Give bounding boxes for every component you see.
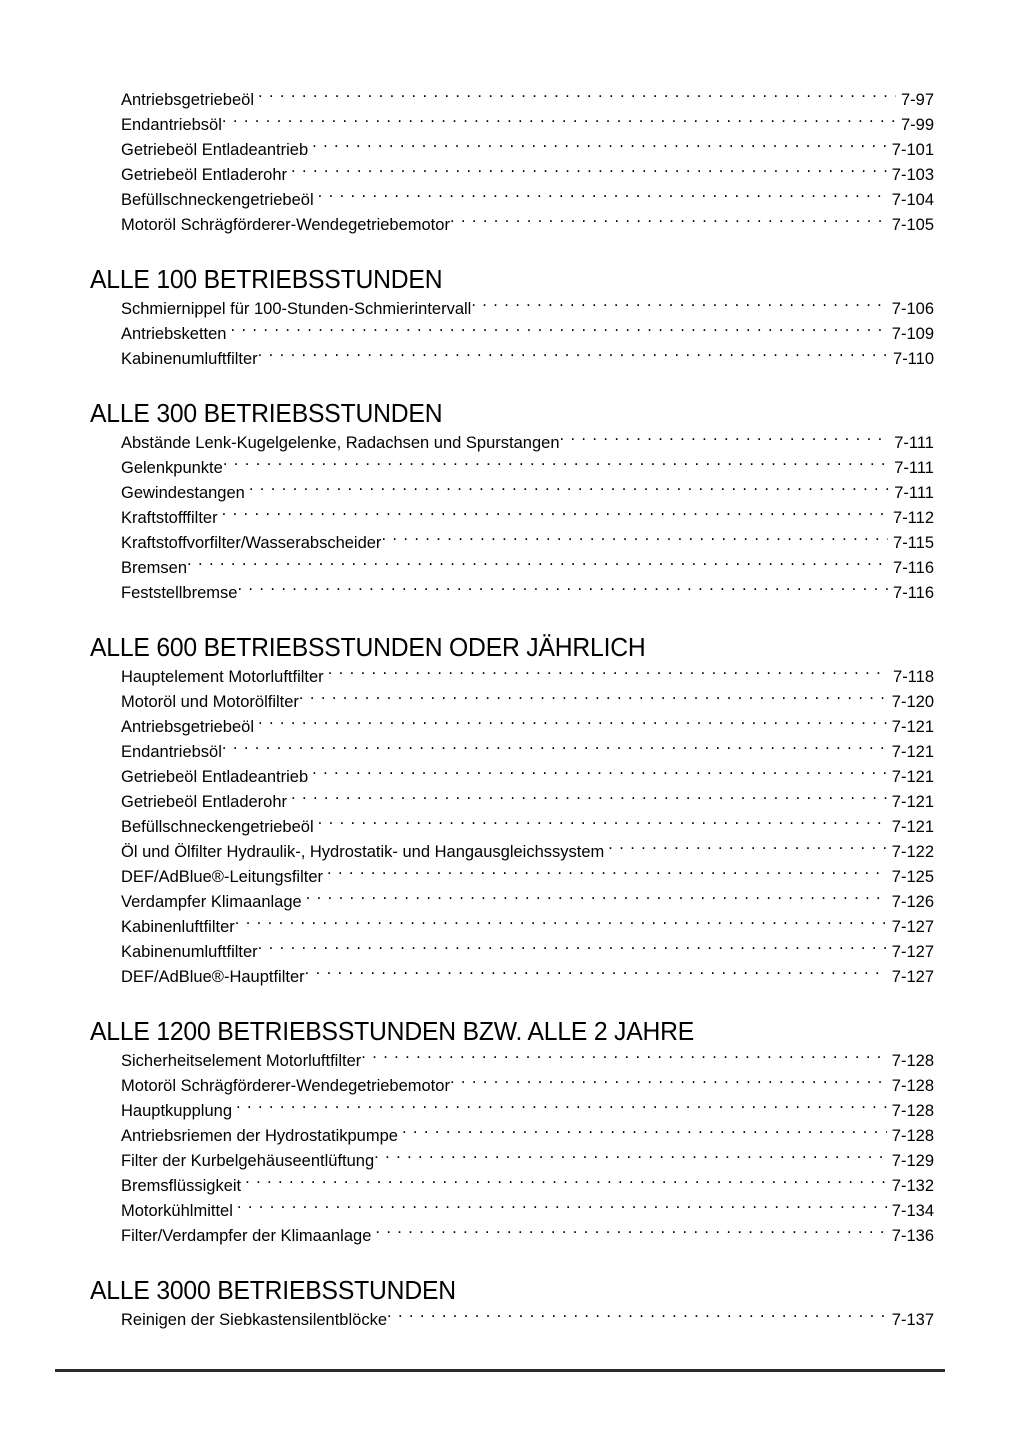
section-heading: ALLE 600 BETRIEBSSTUNDEN ODER JÄHRLICH: [90, 632, 646, 662]
toc-entry-page-number: 7-132: [891, 1177, 934, 1195]
toc-entry-page-number: 7-116: [893, 559, 934, 577]
toc-entry-title: Filter/Verdampfer der Klimaanlage: [121, 1227, 372, 1245]
leader-dots: [402, 1125, 887, 1142]
toc-entry-page-number: 7-128: [891, 1077, 934, 1095]
toc-entry-page-number: 7-121: [891, 818, 934, 836]
toc-entry-page-number: 7-104: [891, 191, 934, 209]
toc-entry[interactable]: [90, 865, 934, 890]
toc-entry-title: Reinigen der Siebkastensilentblöcke: [121, 1311, 387, 1329]
toc-entry[interactable]: [90, 940, 934, 965]
toc-entry-page-number: 7-126: [891, 893, 934, 911]
leader-dots: [230, 323, 886, 340]
toc-section: [90, 264, 934, 372]
toc-entry-list: [90, 1308, 934, 1333]
toc-entry[interactable]: [90, 88, 934, 113]
toc-entry[interactable]: [90, 840, 934, 865]
toc-entry-title: Endantriebsöl: [121, 116, 222, 134]
toc-entry-page-number: 7-127: [891, 968, 934, 986]
toc-entry-title: Gewindestangen: [121, 484, 245, 502]
toc-entry[interactable]: [90, 581, 934, 606]
leader-dots: [258, 941, 887, 958]
toc-entry[interactable]: [90, 765, 934, 790]
toc-entry[interactable]: [90, 1199, 934, 1224]
toc-entry[interactable]: [90, 188, 934, 213]
toc-entry-title: Kabinenluftfilter: [121, 918, 235, 936]
toc-entry[interactable]: [90, 1174, 934, 1199]
toc-entry-page-number: 7-101: [891, 141, 934, 159]
toc-entry-title: Getriebeöl Entladeantrieb: [121, 141, 309, 159]
toc-section: [90, 1275, 934, 1333]
toc-entry-title: Motoröl Schrägförderer-Wendegetriebemotor: [121, 1077, 450, 1095]
toc-entry-page-number: 7-136: [891, 1227, 934, 1245]
leader-dots: [450, 214, 887, 231]
leader-dots: [291, 164, 887, 181]
toc-entry[interactable]: [90, 715, 934, 740]
toc-section: [90, 88, 934, 238]
toc-entry-title: Motoröl und Motorölfilter: [121, 693, 299, 711]
toc-entry-title: Hauptelement Motorluftfilter: [121, 668, 324, 686]
toc-entry-page-number: 7-128: [891, 1052, 934, 1070]
section-heading: ALLE 3000 BETRIEBSSTUNDEN: [90, 1275, 456, 1305]
toc-entry-title: Feststellbremse: [121, 584, 238, 602]
toc-entry-title: Kabinenumluftfilter: [121, 350, 258, 368]
toc-entry[interactable]: [90, 1224, 934, 1249]
toc-entry[interactable]: [90, 1308, 934, 1333]
leader-dots: [560, 432, 890, 449]
toc-entry[interactable]: [90, 506, 934, 531]
leader-dots: [305, 966, 887, 983]
toc-entry[interactable]: [90, 965, 934, 990]
leader-dots: [222, 507, 888, 524]
footer-divider: [55, 1369, 945, 1372]
toc-entry[interactable]: [90, 213, 934, 238]
toc-entry-page-number: 7-121: [891, 743, 934, 761]
toc-entry-page-number: 7-116: [893, 584, 934, 602]
toc-entry-page-number: 7-110: [893, 350, 934, 368]
toc-entry-title: Kabinenumluftfilter: [121, 943, 258, 961]
toc-entry-page-number: 7-105: [891, 216, 934, 234]
toc-entry-title: Antriebsriemen der Hydrostatikpumpe: [121, 1127, 398, 1145]
leader-dots: [258, 89, 896, 106]
leader-dots: [237, 1200, 887, 1217]
toc-entry-page-number: 7-128: [891, 1102, 934, 1120]
toc-entry[interactable]: [90, 690, 934, 715]
toc-entry[interactable]: [90, 1124, 934, 1149]
toc-entry-title: Abstände Lenk-Kugelgelenke, Radachsen und Spurstangen: [121, 434, 560, 452]
toc-entry[interactable]: [90, 138, 934, 163]
toc-entry-page-number: 7-127: [891, 943, 934, 961]
toc-entry-title: Getriebeöl Entladeantrieb: [121, 768, 309, 786]
leader-dots: [471, 298, 886, 315]
toc-entry-page-number: 7-111: [894, 434, 934, 452]
leader-dots: [291, 791, 887, 808]
table-of-contents: [90, 88, 934, 1333]
leader-dots: [387, 1309, 887, 1326]
leader-dots: [299, 691, 887, 708]
toc-entry-title: Sicherheitselement Motorluftfilter: [121, 1052, 362, 1070]
toc-entry-page-number: 7-103: [891, 166, 934, 184]
toc-entry[interactable]: [90, 915, 934, 940]
toc-entry-page-number: 7-128: [891, 1127, 934, 1145]
toc-section: [90, 1016, 934, 1249]
toc-entry-page-number: 7-118: [893, 668, 934, 686]
toc-entry-title: Antriebsketten: [121, 325, 227, 343]
toc-entry-page-number: 7-97: [900, 91, 934, 109]
toc-entry-page-number: 7-134: [891, 1202, 934, 1220]
toc-entry-title: Befüllschneckengetriebeöl: [121, 818, 314, 836]
leader-dots: [222, 741, 887, 758]
toc-entry-page-number: 7-137: [891, 1311, 934, 1329]
toc-entry[interactable]: [90, 113, 934, 138]
toc-entry-title: Bremsflüssigkeit: [121, 1177, 242, 1195]
toc-entry-title: Getriebeöl Entladerohr: [121, 166, 288, 184]
leader-dots: [222, 114, 896, 131]
toc-entry-title: Befüllschneckengetriebeöl: [121, 191, 314, 209]
section-heading: ALLE 300 BETRIEBSSTUNDEN: [90, 398, 443, 428]
toc-entry-list: [90, 1049, 934, 1249]
leader-dots: [375, 1225, 886, 1242]
toc-entry-title: Motorkühlmittel: [121, 1202, 233, 1220]
toc-entry[interactable]: [90, 163, 934, 188]
toc-entry[interactable]: [90, 790, 934, 815]
leader-dots: [608, 841, 887, 858]
toc-entry[interactable]: [90, 1074, 934, 1099]
toc-entry-page-number: 7-122: [891, 843, 934, 861]
toc-entry-page-number: 7-111: [894, 484, 934, 502]
leader-dots: [361, 1050, 887, 1067]
toc-section: [90, 398, 934, 606]
toc-entry[interactable]: [90, 1049, 934, 1074]
toc-entry[interactable]: [90, 431, 934, 456]
toc-entry-title: DEF/AdBlue®-Leitungsfilter: [121, 868, 323, 886]
toc-entry-title: Hauptkupplung: [121, 1102, 233, 1120]
toc-entry[interactable]: [90, 1149, 934, 1174]
leader-dots: [236, 1100, 887, 1117]
toc-entry[interactable]: [90, 890, 934, 915]
leader-dots: [374, 1150, 887, 1167]
leader-dots: [312, 766, 887, 783]
toc-entry-page-number: 7-125: [891, 868, 934, 886]
toc-entry-page-number: 7-109: [891, 325, 934, 343]
leader-dots: [328, 666, 888, 683]
toc-entry[interactable]: [90, 322, 934, 347]
toc-entry-page-number: 7-99: [900, 116, 934, 134]
toc-entry-title: DEF/AdBlue®-Hauptfilter: [121, 968, 305, 986]
leader-dots: [249, 482, 889, 499]
leader-dots: [237, 582, 888, 599]
leader-dots: [258, 716, 887, 733]
toc-entry[interactable]: [90, 556, 934, 581]
section-heading: ALLE 100 BETRIEBSSTUNDEN: [90, 264, 443, 294]
toc-entry-title: Antriebsgetriebeöl: [121, 718, 254, 736]
toc-entry-page-number: 7-115: [893, 534, 934, 552]
toc-entry[interactable]: [90, 347, 934, 372]
toc-entry[interactable]: [90, 531, 934, 556]
toc-entry[interactable]: [90, 297, 934, 322]
leader-dots: [258, 348, 888, 365]
leader-dots: [327, 866, 887, 883]
leader-dots: [318, 189, 887, 206]
toc-entry-title: Kraftstofffilter: [121, 509, 218, 527]
leader-dots: [245, 1175, 887, 1192]
section-heading: ALLE 1200 BETRIEBSSTUNDEN BZW. ALLE 2 JAHRE: [90, 1016, 695, 1046]
toc-entry-list: [90, 665, 934, 990]
toc-entry-page-number: 7-127: [891, 918, 934, 936]
toc-entry[interactable]: [90, 456, 934, 481]
toc-entry[interactable]: [90, 665, 934, 690]
toc-entry-list: [90, 431, 934, 606]
toc-entry-list: [90, 297, 934, 372]
toc-entry-title: Gelenkpunkte: [121, 459, 223, 477]
leader-dots: [312, 139, 887, 156]
leader-dots: [450, 1075, 887, 1092]
toc-entry-title: Motoröl Schrägförderer-Wendegetriebemotor: [121, 216, 450, 234]
toc-entry-title: Öl und Ölfilter Hydraulik-, Hydrostatik- und Hangausgleichssystem: [121, 843, 605, 861]
toc-entry-page-number: 7-111: [894, 459, 934, 477]
toc-entry[interactable]: [90, 740, 934, 765]
toc-entry[interactable]: [90, 815, 934, 840]
toc-entry-title: Filter der Kurbelgehäuseentlüftung: [121, 1152, 375, 1170]
leader-dots: [235, 916, 887, 933]
toc-entry-page-number: 7-112: [893, 509, 934, 527]
leader-dots: [223, 457, 889, 474]
leader-dots: [381, 532, 888, 549]
toc-entry-list: [90, 88, 934, 238]
toc-entry-page-number: 7-120: [891, 693, 934, 711]
toc-entry[interactable]: [90, 1099, 934, 1124]
toc-entry-title: Endantriebsöl: [121, 743, 222, 761]
leader-dots: [318, 816, 887, 833]
toc-entry-title: Antriebsgetriebeöl: [121, 91, 254, 109]
toc-entry-title: Kraftstoffvorfilter/Wasserabscheider: [121, 534, 382, 552]
toc-entry-page-number: 7-121: [891, 793, 934, 811]
leader-dots: [187, 557, 888, 574]
leader-dots: [306, 891, 887, 908]
toc-entry-page-number: 7-129: [891, 1152, 934, 1170]
toc-entry-title: Bremsen: [121, 559, 188, 577]
toc-entry-title: Schmiernippel für 100-Stunden-Schmierintervall: [121, 300, 472, 318]
toc-entry-title: Getriebeöl Entladerohr: [121, 793, 288, 811]
toc-entry-page-number: 7-121: [891, 718, 934, 736]
toc-entry-page-number: 7-106: [891, 300, 934, 318]
toc-entry[interactable]: [90, 481, 934, 506]
toc-section: [90, 632, 934, 990]
toc-entry-title: Verdampfer Klimaanlage: [121, 893, 302, 911]
toc-entry-page-number: 7-121: [891, 768, 934, 786]
